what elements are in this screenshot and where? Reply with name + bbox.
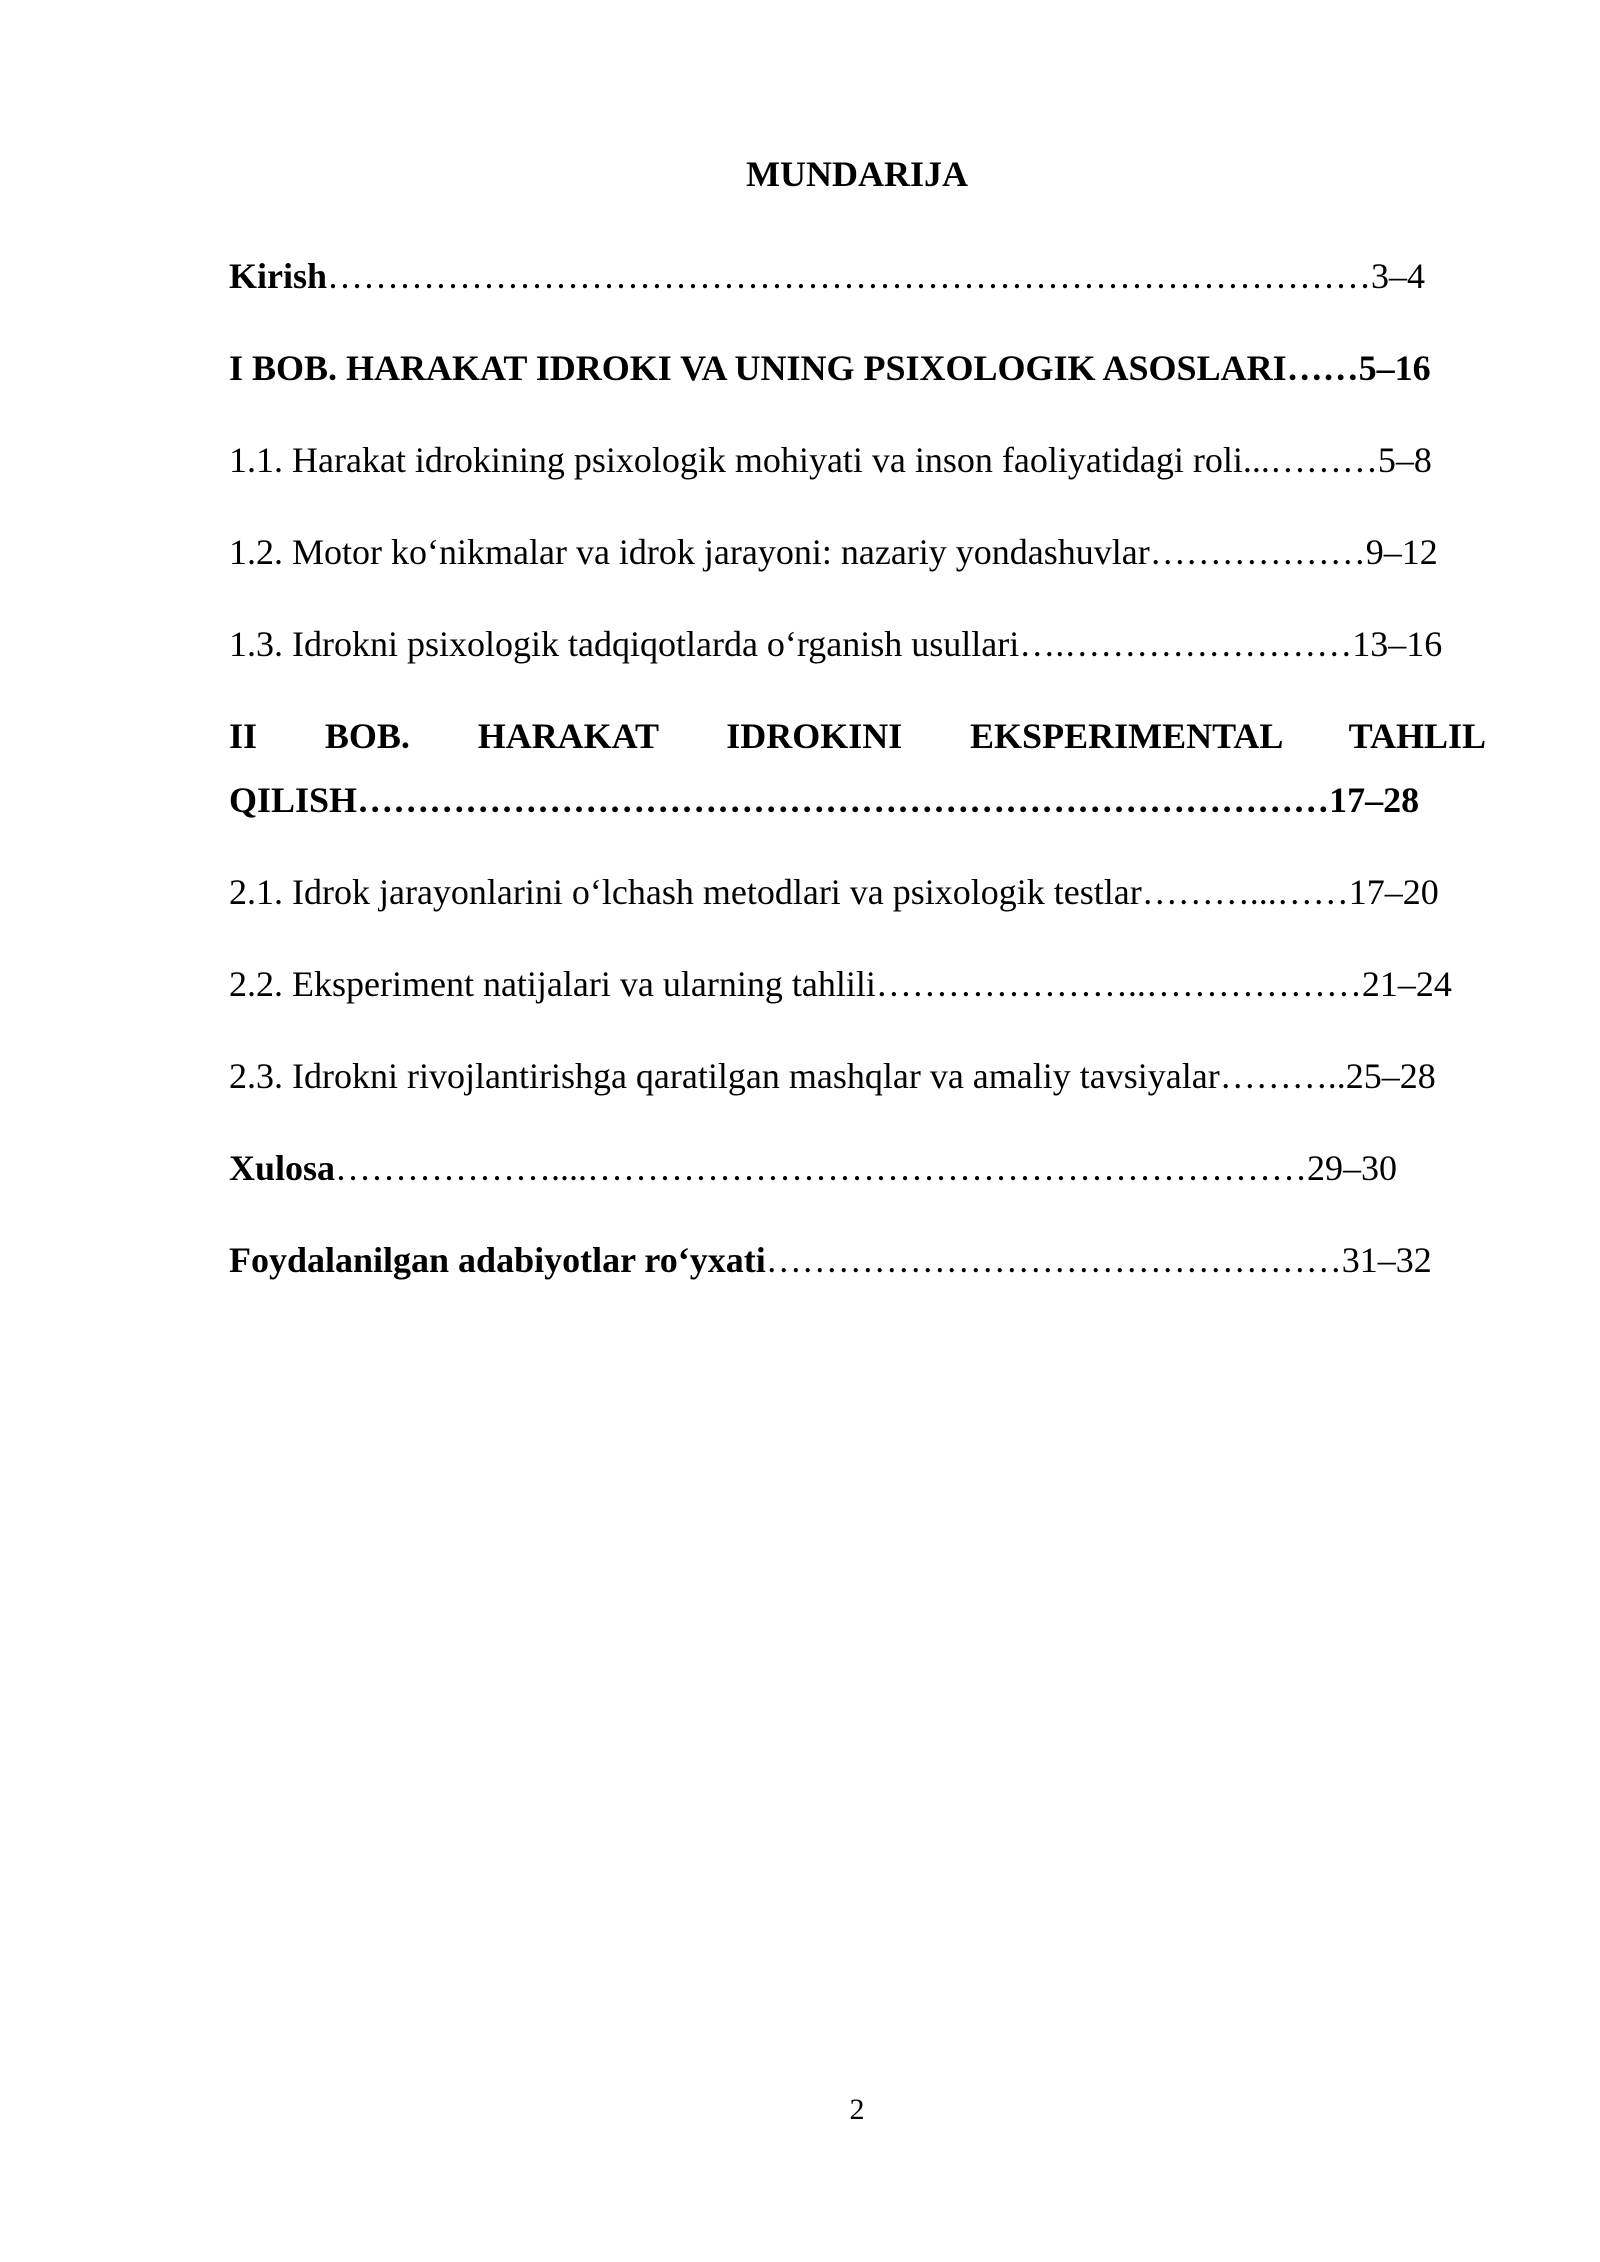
toc-entry-bibliography[interactable] — [229, 1228, 1486, 1292]
toc-page-range: 31–32 — [1341, 1240, 1432, 1280]
toc-entry-title: 2.2. Eksperiment natijalari va ularning tahlili — [229, 964, 876, 1004]
toc-entry-section-1-2[interactable] — [229, 520, 1486, 584]
toc-entry-title: 1.2. Motor ko‘nikmalar va idrok jarayoni: nazariy yondashuvlar — [229, 532, 1150, 572]
toc-entry-chapter-1[interactable] — [229, 336, 1486, 400]
toc-dot-leader: ………………....…………………………………………………… — [335, 1148, 1308, 1188]
toc-dot-leader: …… — [1286, 348, 1359, 388]
toc-dot-leader: …………………………………………………………………………… — [327, 256, 1372, 296]
toc-entry-title: 1.1. Harakat idrokining psixologik mohiyati va inson faoliyatidagi roli — [229, 440, 1243, 480]
toc-page-range: 5–8 — [1377, 440, 1432, 480]
table-of-contents — [229, 244, 1486, 1320]
toc-entry-title: Foydalanilgan adabiyotlar ro‘yxati — [229, 1240, 766, 1280]
toc-entry-title: I BOB. HARAKAT IDROKI VA UNING PSIXOLOGIK ASOSLARI — [229, 348, 1287, 388]
toc-entry-section-2-3[interactable] — [229, 1044, 1486, 1108]
toc-entry-chapter-2[interactable] — [229, 704, 1486, 832]
page-number: 2 — [849, 2093, 865, 2126]
toc-page-range: 5–16 — [1358, 348, 1431, 388]
toc-dot-leader: ……………………………………………………………………… — [357, 780, 1330, 820]
toc-page-range: 17–20 — [1348, 872, 1439, 912]
toc-dot-leader: ………...…… — [1141, 872, 1349, 912]
toc-entry-conclusion[interactable] — [229, 1136, 1486, 1200]
toc-entry-section-1-3[interactable] — [229, 612, 1486, 676]
toc-page-range: 29–30 — [1307, 1148, 1398, 1188]
toc-dot-leader: ……….. — [1219, 1056, 1346, 1096]
toc-dot-leader: ...……… — [1242, 440, 1378, 480]
toc-entry-title: 1.3. Idrokni psixologik tadqiqotlarda o‘rganish usullari — [229, 624, 1020, 664]
toc-page-range: 9–12 — [1365, 532, 1438, 572]
toc-dot-leader: …………………..……………… — [875, 964, 1362, 1004]
toc-dot-leader: ………………………………………… — [765, 1240, 1342, 1280]
toc-entry-title: 2.3. Idrokni rivojlantirishga qaratilgan mashqlar va amaliy tavsiyalar — [229, 1056, 1220, 1096]
toc-entry-section-2-1[interactable] — [229, 860, 1486, 924]
toc-entry-title: 2.1. Idrok jarayonlarini o‘lchash metodlari va psixologik testlar — [229, 872, 1142, 912]
toc-dot-leader: ….…………………… — [1019, 624, 1353, 664]
toc-page-range: 17–28 — [1329, 780, 1420, 820]
toc-entry-section-1-1[interactable] — [229, 428, 1486, 492]
toc-heading: MUNDARIJA — [746, 154, 968, 194]
toc-entry-section-2-2[interactable] — [229, 952, 1486, 1016]
toc-entry-title: Xulosa — [229, 1148, 336, 1188]
toc-page-range: 3–4 — [1371, 256, 1426, 296]
toc-dot-leader: ……………… — [1149, 532, 1366, 572]
toc-page-range: 13–16 — [1352, 624, 1443, 664]
toc-entry-title: Kirish — [229, 256, 328, 296]
toc-page-range: 21–24 — [1361, 964, 1452, 1004]
toc-entry-introduction[interactable] — [229, 244, 1486, 308]
toc-entry-title: II BOB. HARAKAT IDROKINI EKSPERIMENTAL TAHLIL QILISH — [229, 716, 1486, 820]
toc-page-range: 25–28 — [1345, 1056, 1436, 1096]
